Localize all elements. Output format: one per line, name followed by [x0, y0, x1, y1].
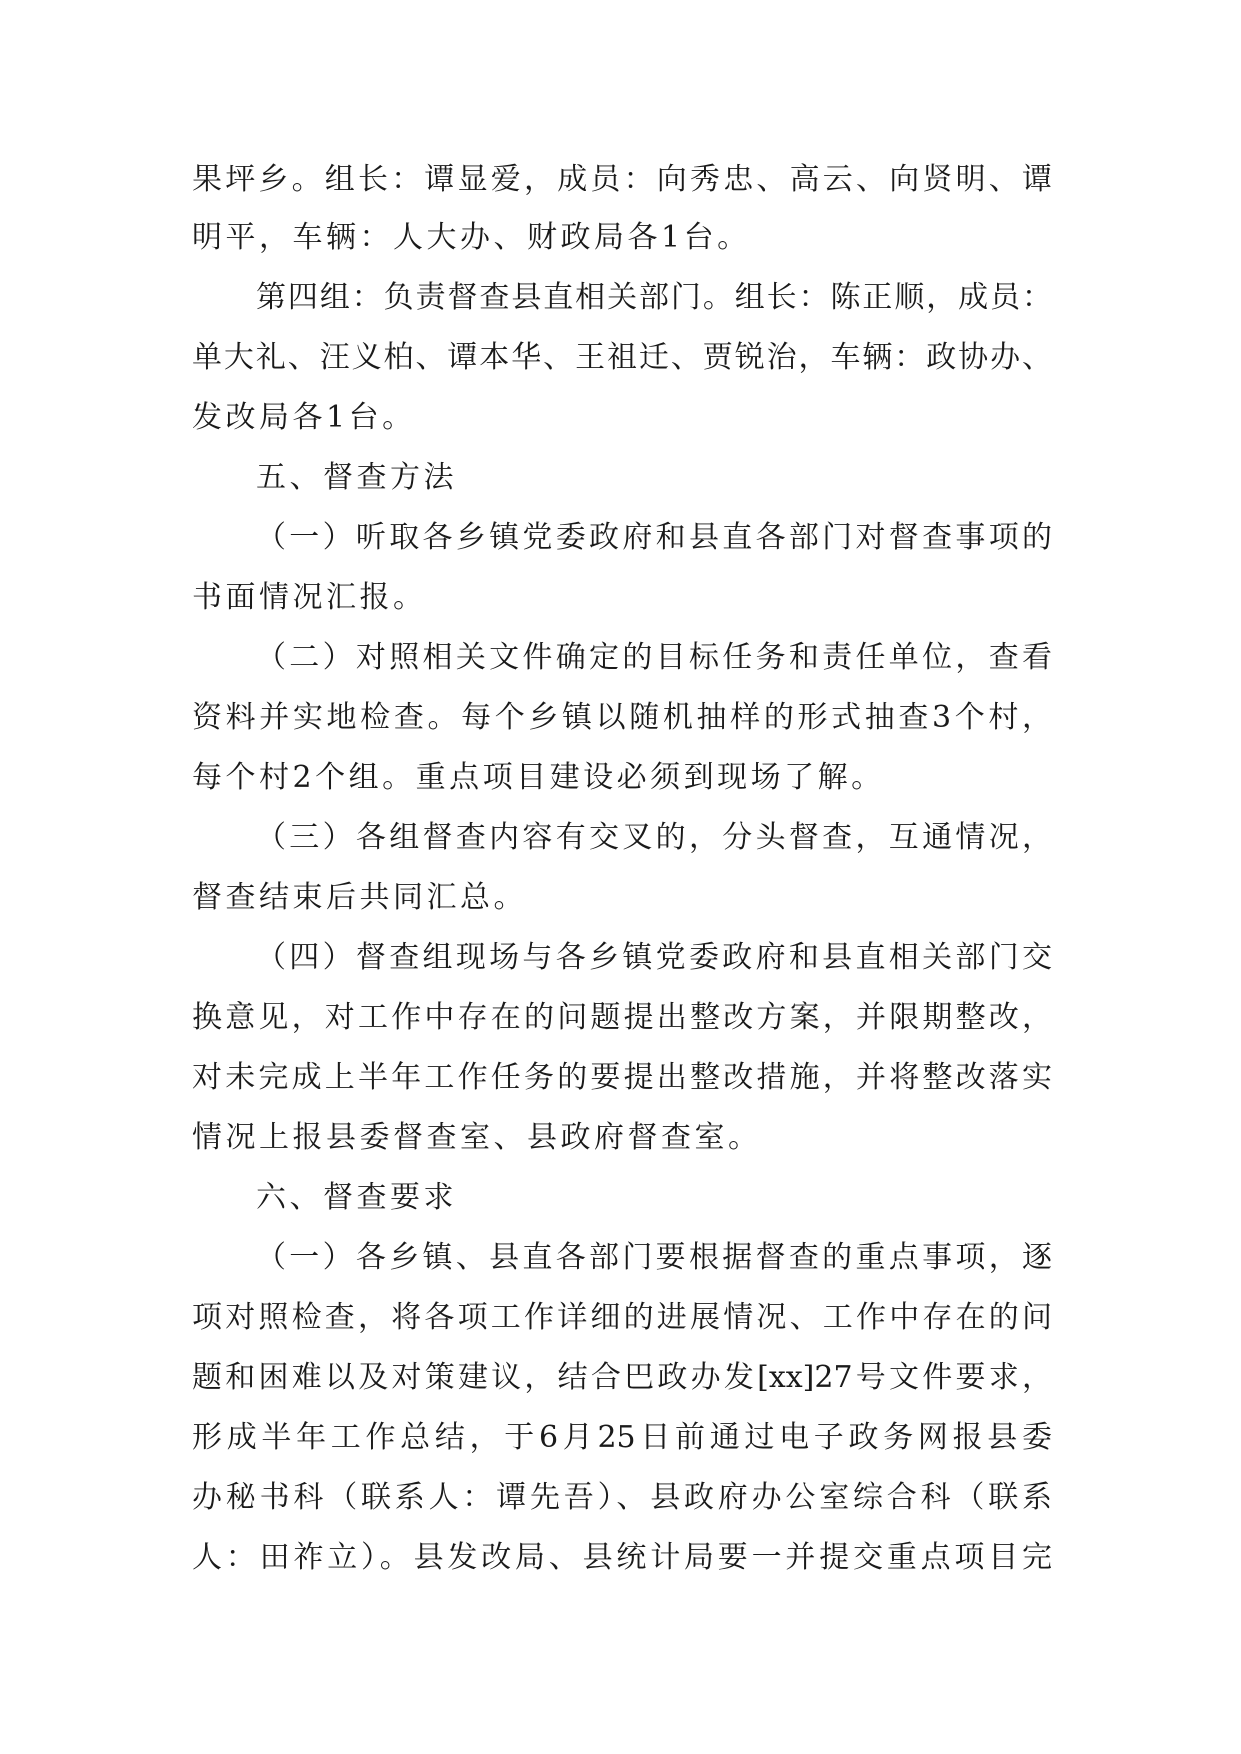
section-heading: 五、督查方法 [256, 460, 457, 495]
text-line: 人：田祚立）。县发改局、县统计局要一并提交重点项目完 [192, 1540, 1052, 1575]
text-line: 项对照检查，将各项工作详细的进展情况、工作中存在的问 [192, 1300, 1052, 1335]
text-line: （三）各组督查内容有交叉的，分头督查，互通情况， [256, 820, 1052, 855]
text-line: 情况上报县委督查室、县政府督查室。 [192, 1120, 762, 1155]
text-line: 第四组：负责督查县直相关部门。组长：陈正顺，成员： [256, 280, 1052, 315]
text-line: 题和困难以及对策建议，结合巴政办发[xx]27号文件要求， [192, 1360, 1052, 1395]
text-line: 书面情况汇报。 [192, 580, 427, 615]
text-line: 每个村2个组。重点项目建设必须到现场了解。 [192, 760, 885, 795]
text-line: 换意见，对工作中存在的问题提出整改方案，并限期整改， [192, 1000, 1052, 1035]
text-line: （一）听取各乡镇党委政府和县直各部门对督查事项的 [256, 520, 1052, 555]
text-line: 办秘书科（联系人：谭先吾）、县政府办公室综合科（联系 [192, 1480, 1052, 1515]
text-line: 对未完成上半年工作任务的要提出整改措施，并将整改落实 [192, 1060, 1052, 1095]
text-line: （四）督查组现场与各乡镇党委政府和县直相关部门交 [256, 940, 1052, 975]
text-line: 明平，车辆：人大办、财政局各1台。 [192, 220, 751, 255]
text-line: 资料并实地检查。每个乡镇以随机抽样的形式抽查3个村， [192, 700, 1052, 735]
text-line: （二）对照相关文件确定的目标任务和责任单位，查看 [256, 640, 1052, 675]
text-line: 果坪乡。组长：谭显爱，成员：向秀忠、高云、向贤明、谭 [192, 162, 1052, 197]
text-line: 发改局各1台。 [192, 400, 416, 435]
text-line: 单大礼、汪义柏、谭本华、王祖迁、贾锐治，车辆：政协办、 [192, 340, 1052, 375]
text-line: 形成半年工作总结，于6月25日前通过电子政务网报县委 [192, 1420, 1052, 1455]
text-line: 督查结束后共同汇总。 [192, 880, 527, 915]
text-line: （一）各乡镇、县直各部门要根据督查的重点事项，逐 [256, 1240, 1052, 1275]
section-heading: 六、督查要求 [256, 1180, 457, 1215]
